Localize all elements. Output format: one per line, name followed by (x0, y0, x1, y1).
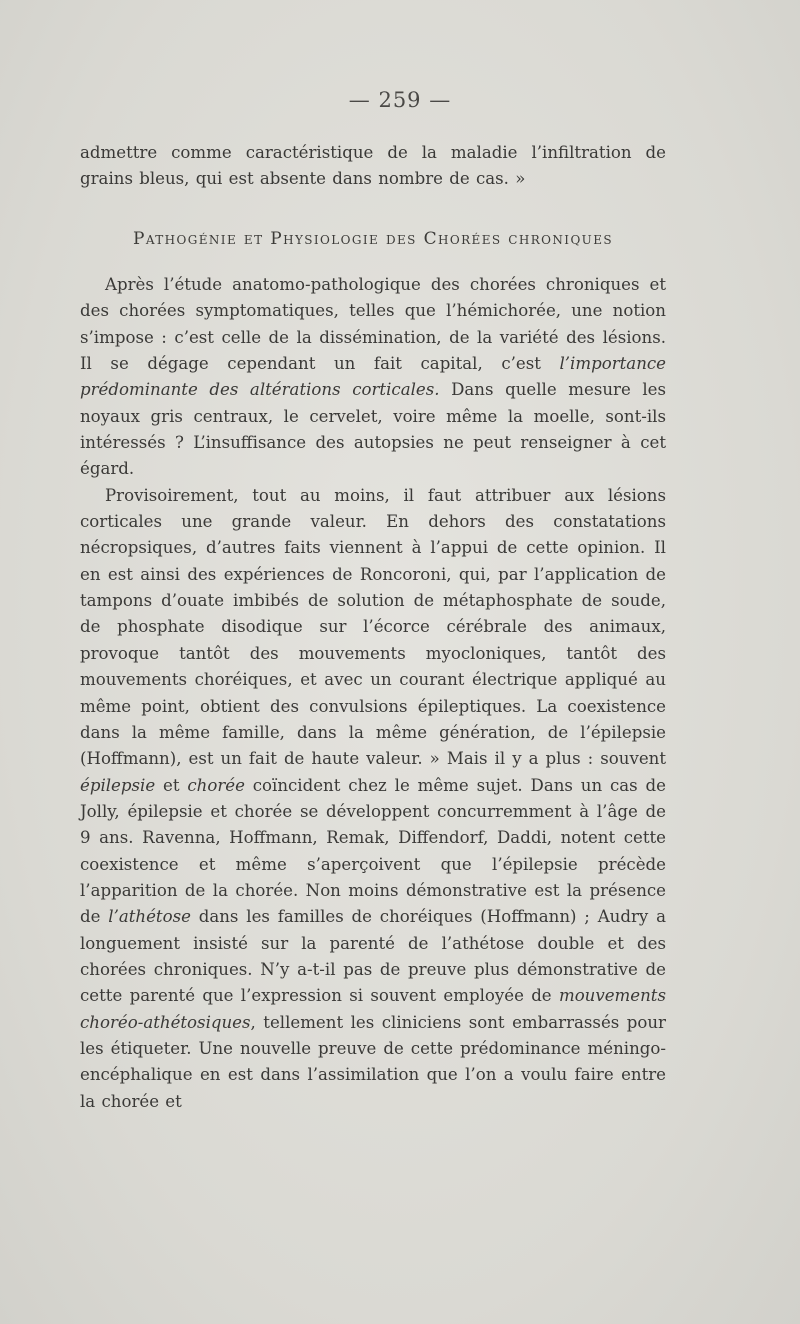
paragraph-1 (80, 272, 666, 483)
text-run: et (155, 775, 188, 795)
italic-run: chorée (187, 775, 245, 795)
text-run: Après l’étude anatomo-pathologique des chorées chroniques et des chorées symptomatiques, telles que l’hémichorée, une notion s’impose : c’est celle de la dissémination, de la variété des lésions. Il se dégage cependant un fait capital, c’est (80, 275, 666, 374)
text-run: dans les familles de choréiques (Hoffmann) ; Audry a longuement insisté sur la parenté de l’athétose double et des chorées chroniques. N’y a-t-il pas de preuve plus démonstrative de cette parenté que l’expression si souvent employée de (80, 907, 667, 1006)
italic-run: mouvements choréo-athétosiques (80, 986, 666, 1032)
italic-run: l’athétose (108, 907, 191, 927)
page-number: — 259 — (348, 88, 452, 112)
text-run: , tellement les cliniciens sont embarrassés pour les étiqueter. Une nouvelle preuve de cette prédominance méningo-encéphalique en est dans l’assimilation que l’on a voulu faire entre la chorée et (80, 1012, 666, 1111)
text-run: coïncident chez le même sujet. Dans un cas de Jolly, épilepsie et chorée se développent concurremment à l’âge de 9 ans. Ravenna, Hoffmann, Remak, Diffendorf, Daddi, notent cette coexistence et même s’aperçoivent que l’épilepsie précède l’apparition de la chorée. Non moins démonstrative est la présence de (80, 775, 666, 927)
italic-run: épilepsie (80, 775, 156, 795)
intro-text: admettre comme caractéristique de la maladie l’infiltration de grains bleus, qui est absente dans nombre de cas. » (80, 143, 666, 189)
intro-paragraph (80, 140, 666, 193)
section-body (80, 272, 666, 1115)
text-run: Provisoirement, tout au moins, il faut attribuer aux lésions corticales une grande valeur. En dehors des constatations nécropsiques, d’autres faits viennent à l’appui de cette opinion. Il en est ainsi des expériences de Roncoroni, qui, par l’application de tampons d’ouate imbibés de solution de métaphosphate de soude, de phosphate disodique sur l’écorce cérébrale des animaux, provoque tantôt des mouvements myocloniques, tantôt des mouvements choréiques, et avec un courant électrique appliqué au même point, obtient des convulsions épileptiques. La coexistence dans la même famille, dans la même génération, de l’épilepsie (Hoffmann), est un fait de haute valeur. » Mais il y a plus : souvent (80, 485, 666, 769)
text-run: Dans quelle mesure les noyaux gris centraux, le cervelet, voire même la moelle, sont-ils intéressés ? L’insuffisance des autopsies ne peut renseigner à cet égard. (80, 380, 667, 479)
paragraph-2 (80, 483, 666, 1115)
italic-run: l’importance prédominante des altérations corticales. (80, 354, 666, 400)
section-heading: Pathogénie et Physiologie des Chorées chroniques (133, 229, 613, 249)
